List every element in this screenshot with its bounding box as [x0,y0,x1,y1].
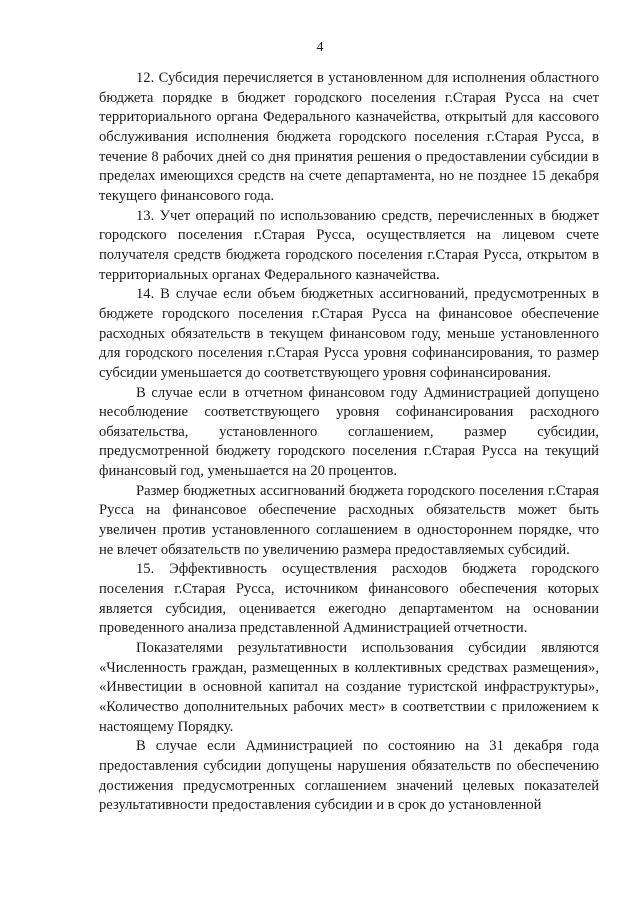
paragraph-budget-increase: Размер бюджетных ассигнований бюджета городского поселения г.Старая Русса на финансовое обеспечение расходных обязательств может быть увеличен против установленного соглашением в одностороннем порядке, что не влечет обязательств по увеличению размера предоставляемых субсидий. [99,482,599,558]
paragraph-12-transfer: 12. Субсидия перечисляется в установленном для исполнения областного бюджета порядке в бюджет городского поселения г.Старая Русса на счет территориального органа Федерального казначейства, открытый для кассового обслуживания исполнения бюджета городского поселения г.Старая Русса, в течение 8 рабочих дней со дня принятия решения о предоставлении субсидии в пределах имеющихся средств на счете департамента, но не позднее 15 декабря текущего финансового года. [99,70,599,204]
paragraph-cofinancing-violation: В случае если в отчетном финансовом году Администрацией допущено несоблюдение соответствующего уровня софинансирования расходного обязательства, установленного соглашением, размер субсидии, предусмотренной бюджету городского поселения г.Старая Русса на текущий финансовый год, уменьшается на 20 процентов. [99,384,599,480]
page-number: 4 [316,40,324,55]
paragraph-15-efficiency: 15. Эффективность осуществления расходов бюджета городского поселения г.Старая Русса, источником финансового обеспечения которых является субсидия, оценивается ежегодно департаментом на основании проведенного анализа представленной Администрацией отчетности. [99,561,599,637]
document-body [99,69,599,816]
paragraph-indicators: Показателями результативности использования субсидии являются «Численность граждан, размещенных в коллективных средствах размещения», «Инвестиции в основной капитал на создание туристской инфраструктуры», «Количество дополнительных рабочих мест» в соответствии с приложением к настоящему Порядку. [99,640,599,735]
paragraph-14-cofinancing: 14. В случае если объем бюджетных ассигнований, предусмотренных в бюджете городского поселения г.Старая Русса на финансовое обеспечение расходных обязательств в текущем финансовом году, меньше установленного для городского поселения г.Старая Русса уровня софинансирования, то размер субсидии уменьшается до соответствующего уровня софинансирования. [99,286,599,381]
paragraph-violations: В случае если Администрацией по состоянию на 31 декабря года предоставления субсидии допущены нарушения обязательств по обеспечению достижения предусмотренных соглашением значений целевых показателей результативности предоставления субсидии и в срок до установленной [99,738,599,814]
paragraph-13-accounting: 13. Учет операций по использованию средств, перечисленных в бюджет городского поселения г.Старая Русса, осуществляется на лицевом счете получателя средств бюджета городского поселения г.Старая Русса, открытом в территориальных органах Федерального казначейства. [99,207,599,283]
